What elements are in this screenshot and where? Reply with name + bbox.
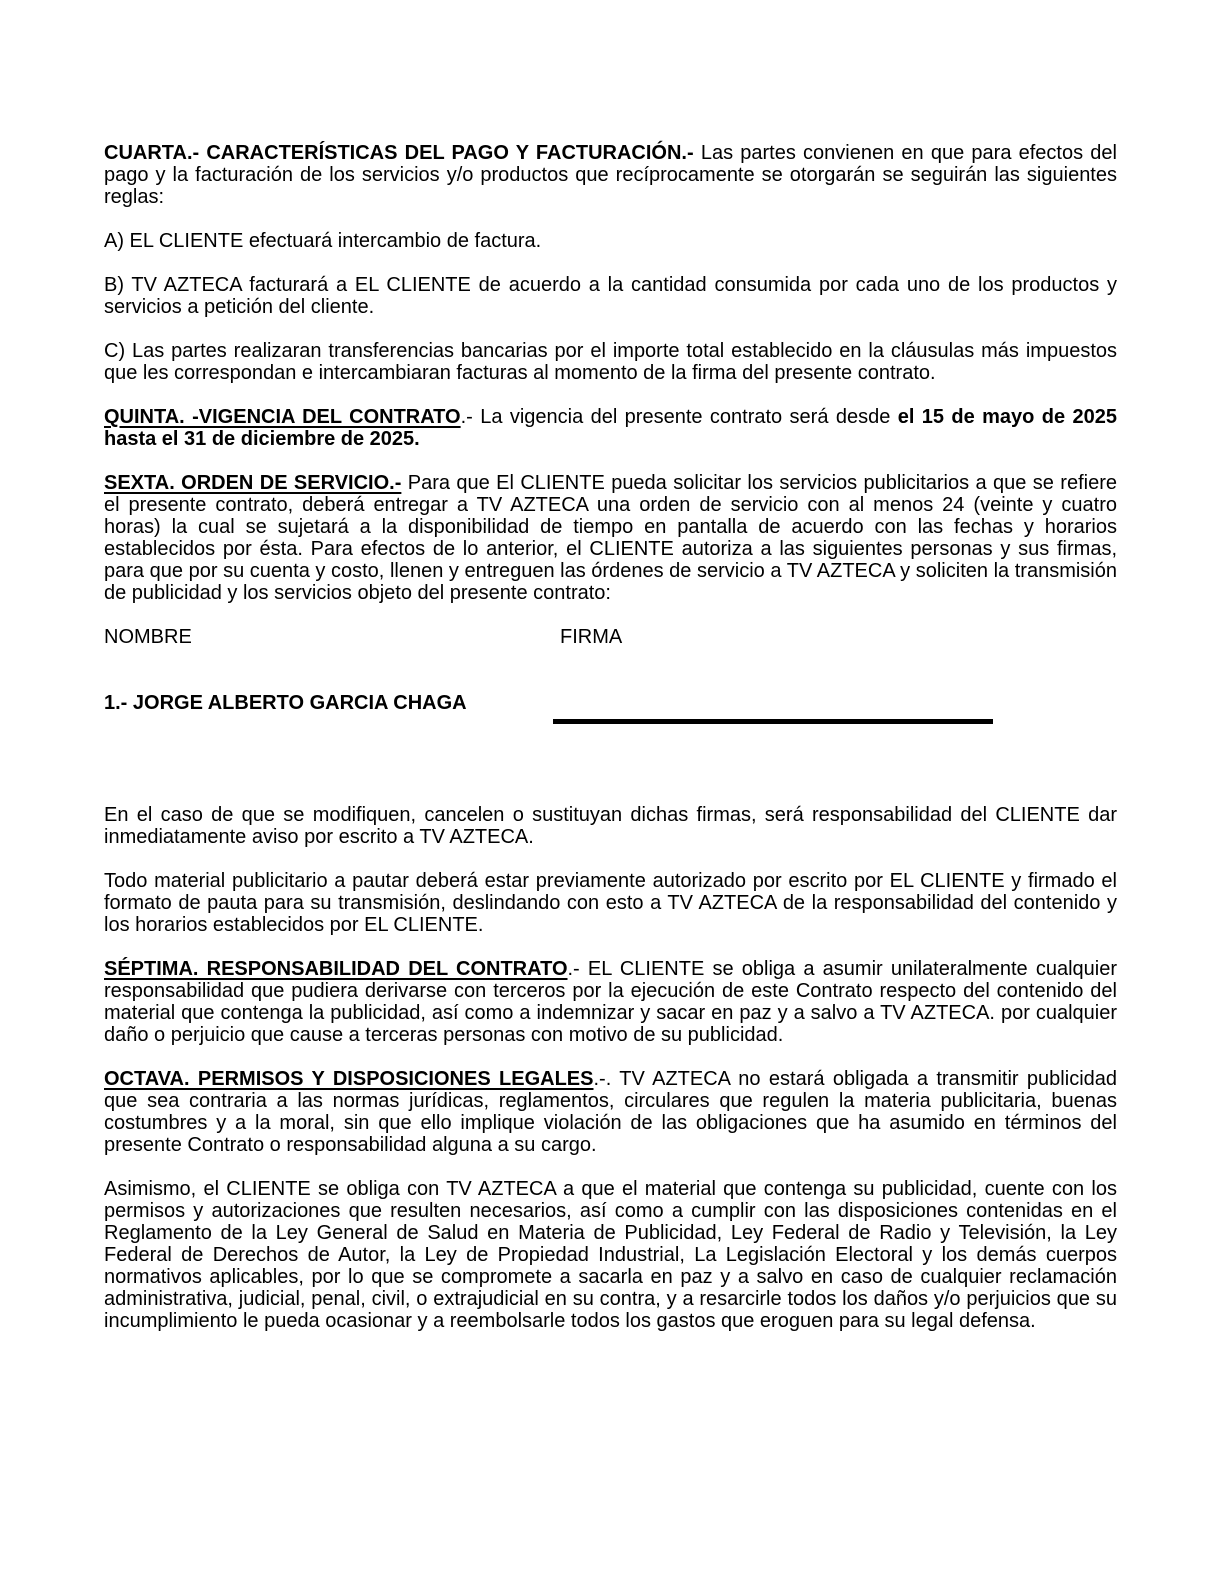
authorized-signer-name: 1.- JORGE ALBERTO GARCIA CHAGA bbox=[104, 692, 467, 714]
signature-table-header bbox=[104, 626, 1117, 648]
clause-octava-separator: .-. bbox=[593, 1068, 612, 1090]
clause-octava-heading: OCTAVA. PERMISOS Y DISPOSICIONES LEGALES bbox=[104, 1068, 594, 1090]
clause-quinta-text: La vigencia del presente contrato será desde bbox=[472, 406, 898, 428]
clause-cuarta-text: Las partes convienen en que para efectos del pago y la facturación de los servicios y/o productos que recíprocamente se otorgarán se seguirán las siguientes reglas: bbox=[104, 142, 1117, 208]
clause-septima bbox=[104, 958, 1117, 1046]
clause-quinta-heading: QUINTA. -VIGENCIA DEL CONTRATO bbox=[104, 406, 461, 428]
clause-cuarta-heading: CUARTA.- CARACTERÍSTICAS DEL PAGO Y FACTURACIÓN.- bbox=[104, 142, 694, 164]
firma-column-label: FIRMA bbox=[560, 626, 623, 648]
payment-rule-c: C) Las partes realizaran transferencias bancarias por el importe total establecido en la cláusulas más impuestos que les correspondan e intercambiaran facturas al momento de la firma del presente contrato. bbox=[104, 340, 1117, 384]
clause-octava-addendum: Asimismo, el CLIENTE se obliga con TV AZTECA a que el material que contenga su publicidad, cuente con los permisos y autorizaciones que resulten necesarios, así como a cumplir con las disposiciones contenidas en el Reglamento de la Ley General de Salud en Materia de Publicidad, Ley Federal de Radio y Televisión, la Ley Federal de Derechos de Autor, la Ley de Propiedad Industrial, La Legislación Electoral y los demás cuerpos normativos aplicables, por lo que se compromete a sacarla en paz y a salvo en caso de cualquier reclamación administrativa, judicial, penal, civil, o extrajudicial en su contra, y a resarcirle todos los daños y/o perjuicios que su incumplimiento le pueda ocasionar y a reembolsarle todos los gastos que eroguen para su legal defensa. bbox=[104, 1178, 1117, 1332]
material-authorization-paragraph: Todo material publicitario a pautar deberá estar previamente autorizado por escrito por EL CLIENTE y firmado el formato de pauta para su transmisión, deslindando con esto a TV AZTECA de la responsabilidad del contenido y los horarios establecidos por EL CLIENTE. bbox=[104, 870, 1117, 936]
clause-sexta-text: Para que El CLIENTE pueda solicitar los servicios publicitarios a que se refiere el presente contrato, deberá entregar a TV AZTECA una orden de servicio con al menos 24 (veinte y cuatro horas) la cual se sujetará a la disponibilidad de tiempo en pantalla de acuerdo con las fechas y horarios establecidos por ésta. Para efectos de lo anterior, el CLIENTE autoriza a las siguientes personas y sus firmas, para que por su cuenta y costo, llenen y entreguen las órdenes de servicio a TV AZTECA y soliciten la transmisión de publicidad y los servicios objeto del presente contrato: bbox=[104, 472, 1117, 604]
payment-rule-a: A) EL CLIENTE efectuará intercambio de factura. bbox=[104, 230, 542, 252]
nombre-column-label: NOMBRE bbox=[104, 626, 192, 648]
clause-cuarta bbox=[104, 142, 1117, 208]
payment-rule-b: B) TV AZTECA facturará a EL CLIENTE de acuerdo a la cantidad consumida por cada uno de los productos y servicios a petición del cliente. bbox=[104, 274, 1117, 318]
signature-line bbox=[553, 719, 993, 724]
clause-septima-heading: SÉPTIMA. RESPONSABILIDAD DEL CONTRATO bbox=[104, 958, 568, 980]
clause-octava bbox=[104, 1068, 1117, 1156]
clause-sexta-heading: SEXTA. ORDEN DE SERVICIO.- bbox=[104, 472, 402, 494]
contract-validity-dates: el 15 de mayo de 2025 hasta el 31 de diciembre de 2025. bbox=[104, 406, 1117, 450]
signature-row bbox=[104, 692, 1117, 714]
clause-quinta bbox=[104, 406, 1117, 450]
signature-change-notice: En el caso de que se modifiquen, cancelen o sustituyan dichas firmas, será responsabilidad del CLIENTE dar inmediatamente aviso por escrito a TV AZTECA. bbox=[104, 804, 1117, 848]
clause-octava-text: TV AZTECA no estará obligada a transmitir publicidad que sea contraria a las normas jurídicas, reglamentos, circulares que regulen la materia publicitaria, buenas costumbres y a la moral, sin que ello implique violación de las obligaciones que ha asumido en términos del presente Contrato o responsabilidad alguna a su cargo. bbox=[104, 1068, 1118, 1156]
clause-septima-separator: .- bbox=[567, 958, 580, 980]
clause-septima-text: EL CLIENTE se obliga a asumir unilateralmente cualquier responsabilidad que pudiera derivarse con terceros por la ejecución de este Contrato respecto del contenido del material que contenga la publicidad, así como a indemnizar y sacar en paz y a salvo a TV AZTECA. por cualquier daño o perjuicio que cause a terceras personas con motivo de su publicidad. bbox=[104, 958, 1117, 1046]
clause-quinta-separator: .- bbox=[460, 406, 473, 428]
clause-sexta bbox=[104, 472, 1117, 604]
